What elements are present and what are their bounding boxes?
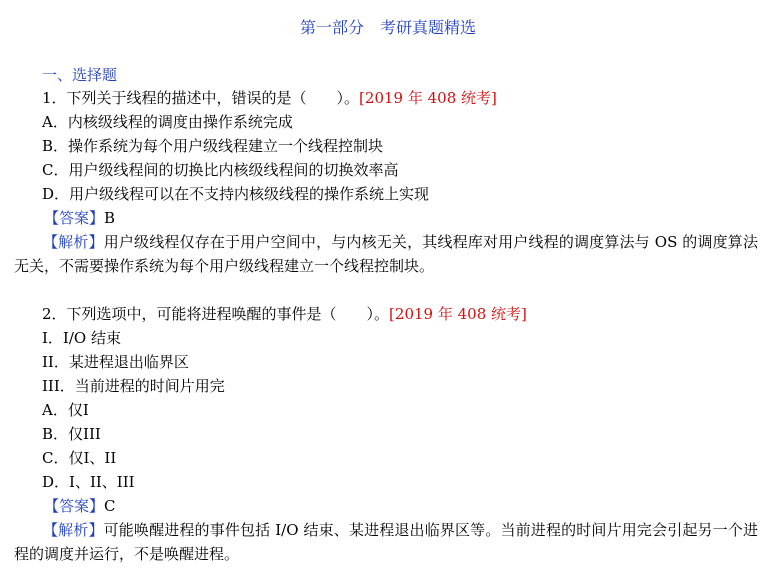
question-1-analysis [14,230,758,278]
question-2-option-b: B．仅III [42,425,101,443]
analysis-text: 用户级线程仅存在于用户空间中，与内核无关，其线程库对用户线程的调度算法与 OS 的调度算法无关，不需要操作系统为每个用户级线程建立一个线程控制块。 [14,233,758,275]
question-1-option-b: B．操作系统为每个用户级线程建立一个线程控制块 [42,137,384,155]
question-2-option-a: A．仅I [42,401,89,419]
question-1-option-c: C．用户级线程间的切换比内核级线程间的切换效率高 [42,161,399,179]
analysis-tag: 【解析】 [43,521,104,539]
question-1-text: 1．下列关于线程的描述中，错误的是（ ）。 [42,89,360,107]
question-1-source: [2019 年 408 统考] [359,89,497,107]
question-1-answer [44,207,115,229]
analysis-tag: 【解析】 [43,233,104,251]
question-2-option-d: D．I、II、III [42,473,135,491]
question-2-stem [42,303,527,325]
section-heading: 一、选择题 [42,66,118,84]
question-2-item-2: II．某进程退出临界区 [42,353,189,371]
question-2-item-3: III．当前进程的时间片用完 [42,377,225,395]
answer-tag: 【答案】 [44,209,105,227]
answer-value: B [104,209,116,227]
page-title: 第一部分 考研真题精选 [299,18,476,37]
question-2-option-c: C．仅I、II [42,449,117,467]
analysis-text: 可能唤醒进程的事件包括 I/O 结束、某进程退出临界区等。当前进程的时间片用完会引起另一个进程的调度并运行，不是唤醒进程。 [14,521,758,563]
answer-tag: 【答案】 [44,497,105,515]
question-1-option-a: A．内核级线程的调度由操作系统完成 [42,113,293,131]
question-2-analysis [14,518,758,566]
question-2-item-1: I．I/O 结束 [42,329,121,347]
question-2-source: [2019 年 408 统考] [389,305,527,323]
answer-value: C [104,497,116,515]
question-2-text: 2．下列选项中，可能将进程唤醒的事件是（ ）。 [42,305,390,323]
question-1-option-d: D．用户级线程可以在不支持内核级线程的操作系统上实现 [42,185,430,203]
question-1-stem [42,87,497,109]
question-2-answer [44,495,116,517]
